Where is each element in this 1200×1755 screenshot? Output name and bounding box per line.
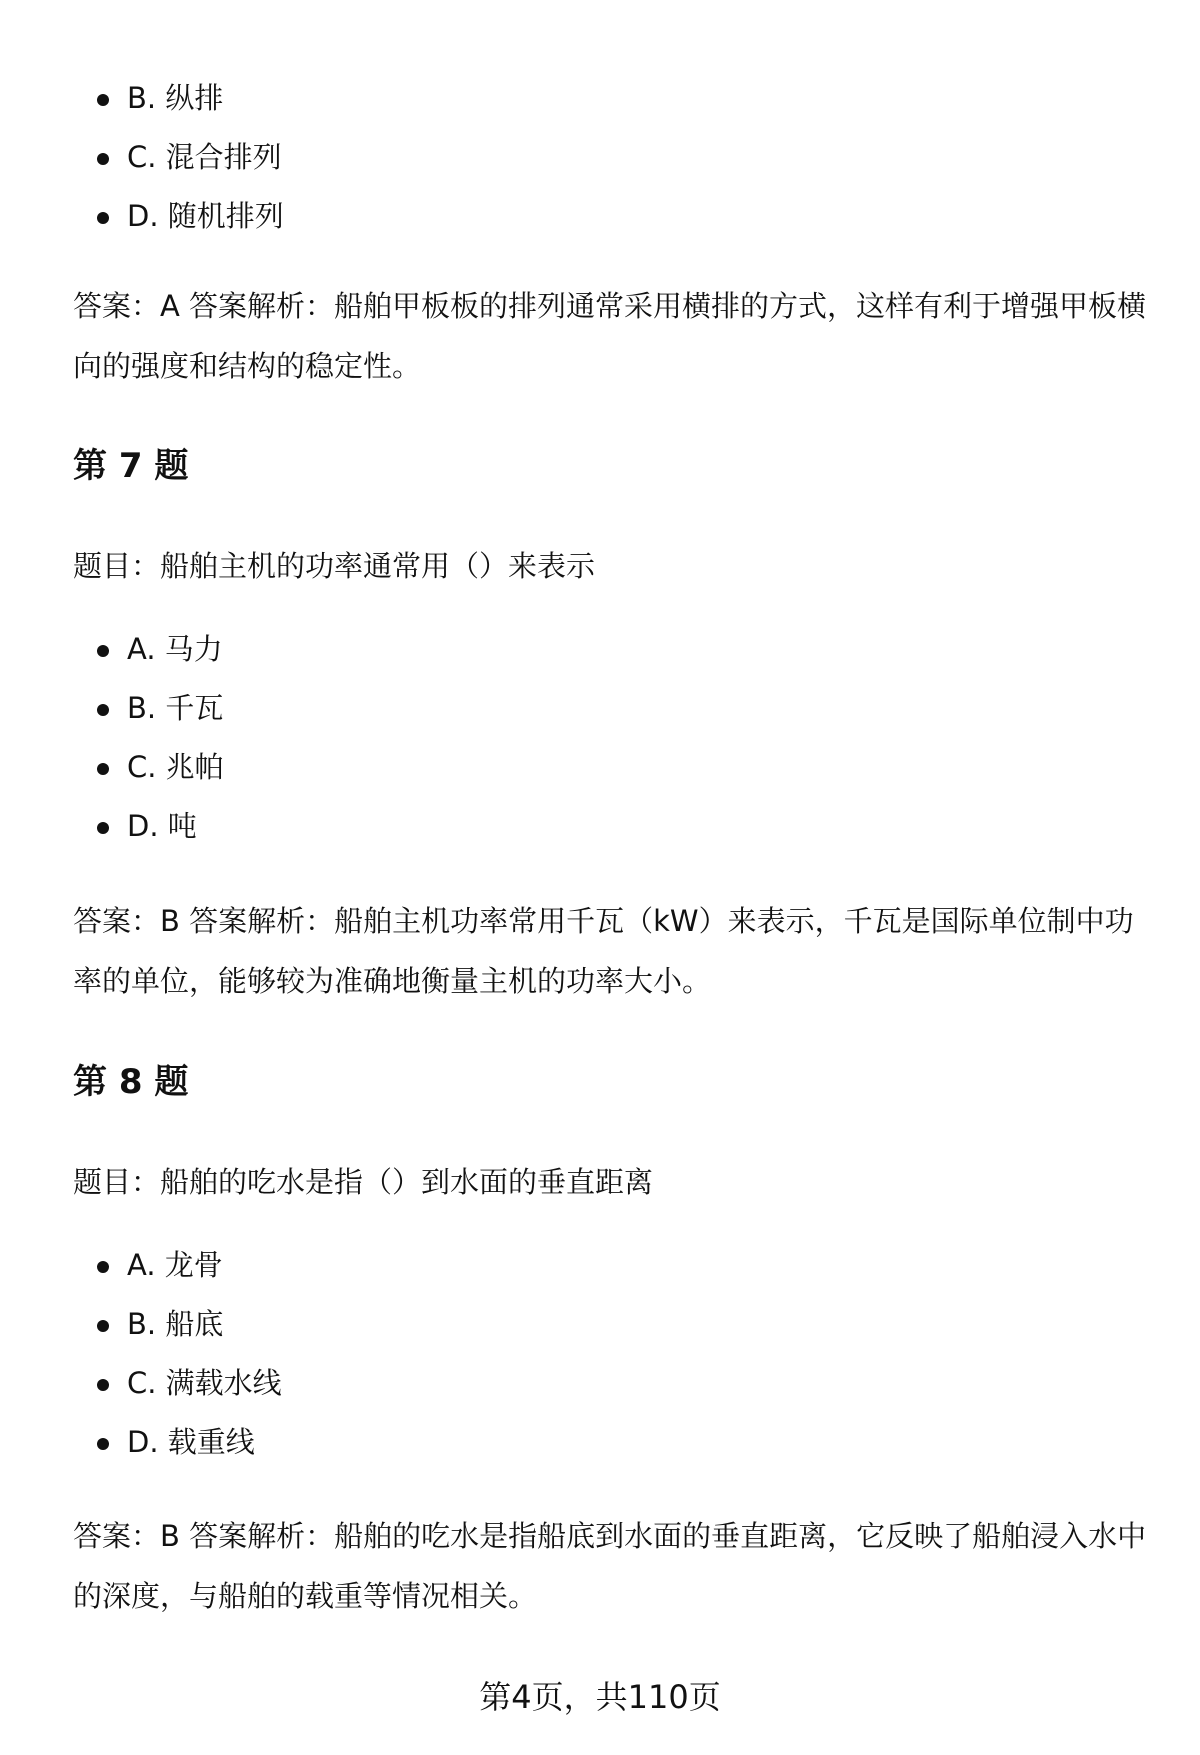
q7-title: 第 7 题 (73, 446, 189, 486)
option-item: C. 满载水线 (73, 1354, 1153, 1413)
option-item: D. 随机排列 (73, 187, 1153, 246)
q8-question: 题目：船舶的吃水是指（）到水面的垂直距离 (73, 1165, 654, 1199)
option-item: D. 载重线 (73, 1413, 1153, 1472)
option-item: A. 马力 (73, 620, 1153, 679)
option-item: C. 混合排列 (73, 128, 1153, 187)
option-item: D. 吨 (73, 797, 1153, 856)
q8-answer: 答案：B 答案解析：船舶的吃水是指船底到水面的垂直距离，它反映了船舶浸入水中的深度，与船舶的载重等情况相关。 (73, 1519, 1147, 1613)
q7-answer: 答案：B 答案解析：船舶主机功率常用千瓦（kW）来表示，千瓦是国际单位制中功率的单位，能够较为准确地衡量主机的功率大小。 (73, 904, 1134, 998)
q6-answer: 答案：A 答案解析：船舶甲板板的排列通常采用横排的方式，这样有利于增强甲板横向的强度和结构的稳定性。 (73, 289, 1147, 383)
q6-options (73, 69, 1153, 246)
option-item: A. 龙骨 (73, 1236, 1153, 1295)
q8-title: 第 8 题 (73, 1062, 189, 1102)
q8-options (73, 1236, 1153, 1472)
option-item: B. 纵排 (73, 69, 1153, 128)
page-number: 第4页，共110页 (479, 1678, 721, 1716)
option-item: B. 船底 (73, 1295, 1153, 1354)
option-item: B. 千瓦 (73, 679, 1153, 738)
q7-options (73, 620, 1153, 856)
option-item: C. 兆帕 (73, 738, 1153, 797)
q7-question: 题目：船舶主机的功率通常用（）来表示 (73, 549, 596, 583)
